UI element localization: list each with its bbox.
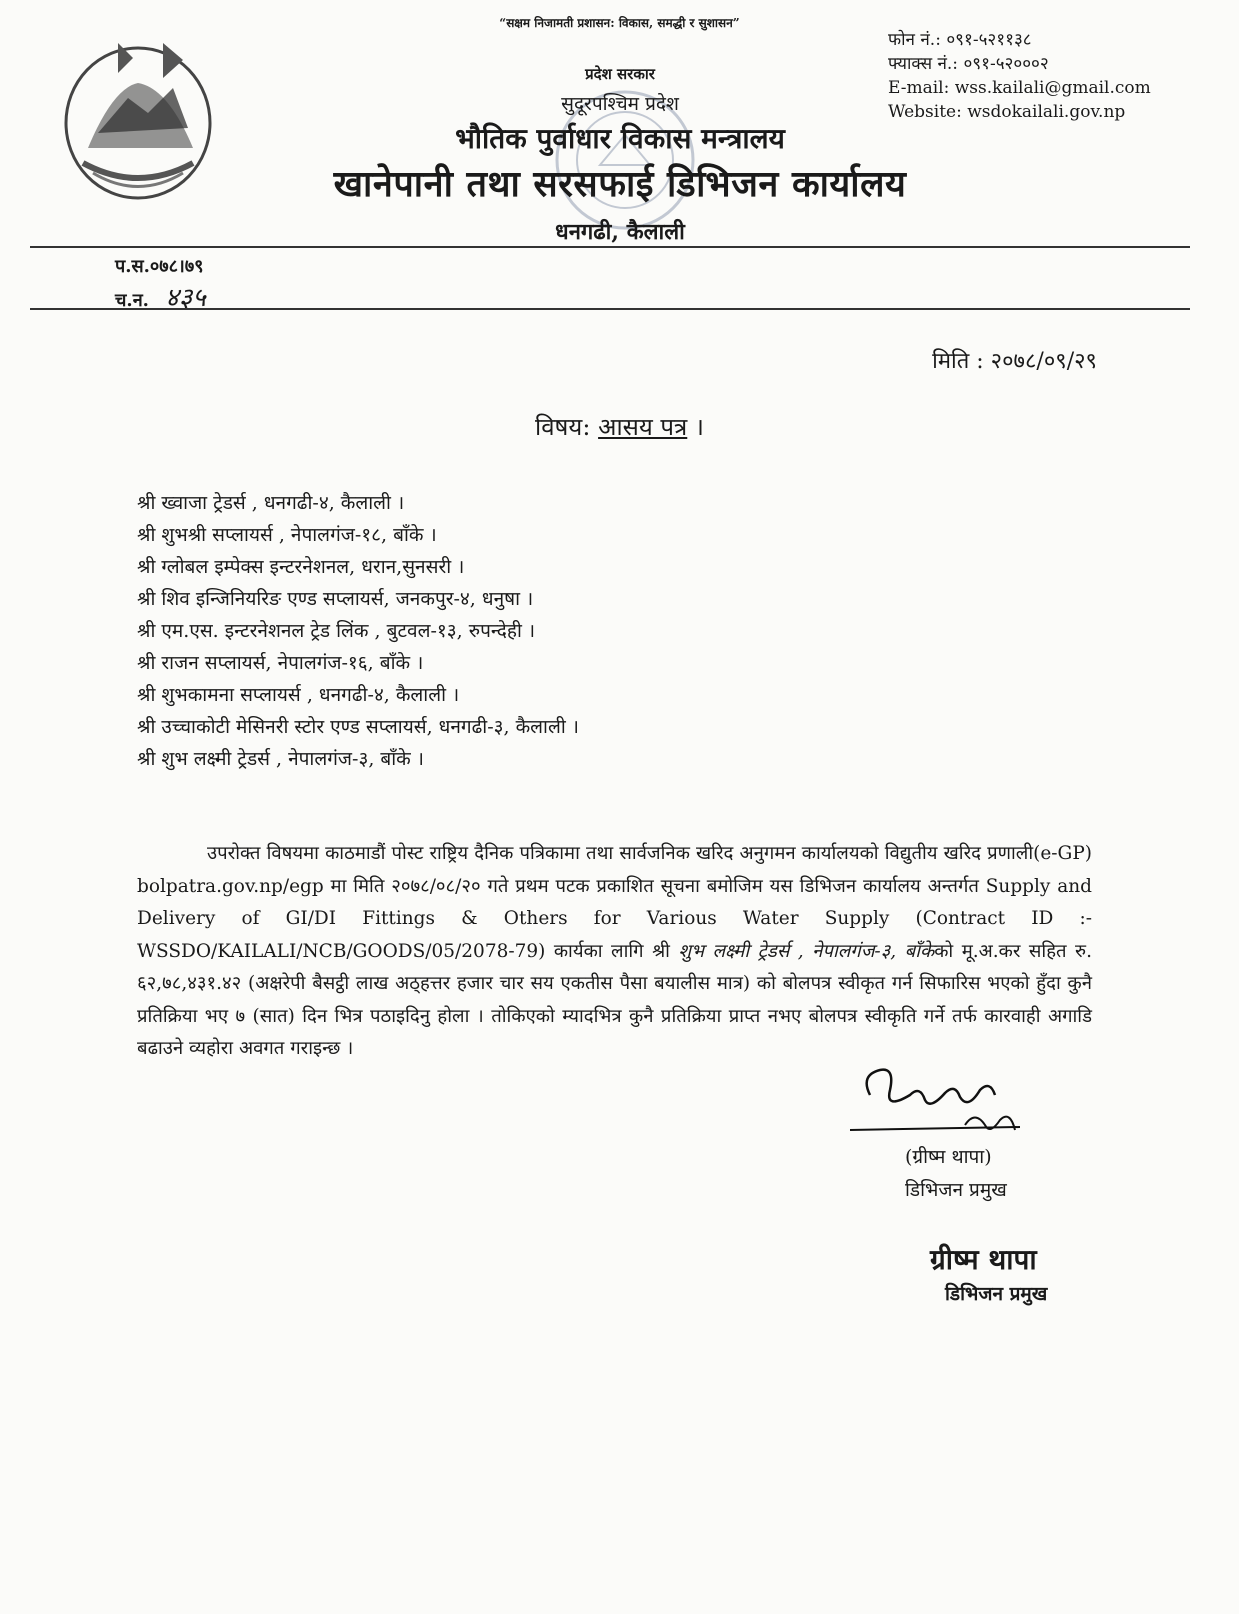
reference-rule <box>30 308 1190 310</box>
list-item: श्री एम.एस. इन्टरनेशनल ट्रेड लिंक , बुटवल-१३, रुपन्देही । <box>137 620 536 642</box>
list-item: श्री राजन सप्लायर्स, नेपालगंज-१६, बाँके । <box>137 652 424 674</box>
letter-date: मिति : २०७८/०९/२९ <box>932 349 1097 374</box>
addressee-list <box>137 487 579 775</box>
list-item: श्री ख्वाजा ट्रेडर्स , धनगढी-४, कैलाली । <box>137 492 405 514</box>
stamp-title: डिभिजन प्रमुख <box>945 1283 1048 1305</box>
letter-body <box>137 838 1092 1066</box>
patra-sankhya: प.स.०७८।७९ <box>115 256 204 277</box>
contact-email: E-mail: wss.kailali@gmail.com <box>888 78 1151 98</box>
contact-fax: फ्याक्स नं.: ०९१-५२०००२ <box>888 54 1049 74</box>
subject-end: । <box>694 413 705 441</box>
subject-text: आसय पत्र <box>598 413 688 441</box>
list-item: श्री ग्लोबल इम्पेक्स इन्टरनेशनल, धरान,सुनसरी । <box>137 556 465 578</box>
list-item: श्री उच्चाकोटी मेसिनरी स्टोर एण्ड सप्लायर्स, धनगढी-३, कैलाली । <box>137 716 580 738</box>
subject-line <box>0 410 1239 443</box>
contact-phone: फोन नं.: ०९१-५२११३८ <box>888 30 1032 50</box>
ministry-name: भौतिक पुर्वाधार विकास मन्त्रालय <box>455 122 785 155</box>
subject-label: विषय: <box>534 413 591 441</box>
office-location: धनगढी, कैलाली <box>555 219 685 245</box>
list-item: श्री शुभ लक्ष्मी ट्रेडर्स , नेपालगंज-३, बाँके । <box>137 748 425 770</box>
government-label: प्रदेश सरकार <box>585 65 655 83</box>
stamp-name: ग्रीष्म थापा <box>930 1243 1037 1276</box>
chalani-number: ४३५ <box>165 283 206 313</box>
handwritten-signature-icon <box>850 1055 1050 1150</box>
header-rule <box>30 246 1190 248</box>
office-name: खानेपानी तथा सरसफाई डिभिजन कार्यालय <box>333 163 907 205</box>
signatory-title: डिभिजन प्रमुख <box>905 1179 1007 1201</box>
nepal-emblem-icon <box>58 28 218 204</box>
list-item: श्री शिव इन्जिनियरिङ एण्ड सप्लायर्स, जनकपुर-४, धनुषा । <box>137 588 534 610</box>
body-part-1: उपरोक्त विषयमा काठमाडौं पोस्ट राष्ट्रिय दैनिक पत्रिकामा तथा सार्वजनिक खरिद अनुगमन कार्यालयको विद्युतीय खरिद प्रणाली(e-GP) bolpatra.gov.np/egp मा मिति २०७८/०८/२० गते प्रथम पटक प्रकाशित सूचना बमोजिम यस डिभिजन कार्यालय अन्तर्गत Supply and Delivery of GI/DI Fittings & Others for Various Water Supply (Contract ID :- WSSDO/KAILALI/NCB/GOODS/05/2078-79) कार्यका लागि श्री <box>137 843 1092 962</box>
contact-block <box>888 28 1151 124</box>
list-item: श्री शुभकामना सप्लायर्स , धनगढी-४, कैलाली । <box>137 684 460 706</box>
body-part-2: को मू.अ.कर सहित रु. ६२,७८,४३१.४२ (अक्षरेपी बैसट्ठी लाख अठ्हत्तर हजार चार सय एकतीस पैसा बयालीस मात्र) को बोलपत्र स्वीकृत गर्न सिफारिस भएको हुँदा कुनै प्रतिक्रिया भए ७ (सात) दिन भित्र पठाइदिनु होला । तोकिएको म्यादभित्र कुनै प्रतिक्रिया प्राप्त नभए बोलपत्र स्वीकृति गर्ने तर्फ कारवाही अगाडि बढाउने व्यहोरा अवगत गराइन्छ । <box>137 940 1092 1059</box>
contact-website: Website: wsdokailali.gov.np <box>888 102 1126 122</box>
list-item: श्री शुभश्री सप्लायर्स , नेपालगंज-१८, बाँके । <box>137 524 437 546</box>
body-vendor: शुभ लक्ष्मी ट्रेडर्स , नेपालगंज-३, बाँके <box>678 940 935 962</box>
chalani-label: च.न. <box>115 290 149 311</box>
signatory-name: (ग्रीष्म थापा) <box>905 1146 992 1168</box>
office-motto: “सक्षम निजामती प्रशासन: विकास, समद्धी र सुशासन” <box>499 16 740 30</box>
province-label: सुदूरपश्चिम प्रदेश <box>561 93 679 115</box>
